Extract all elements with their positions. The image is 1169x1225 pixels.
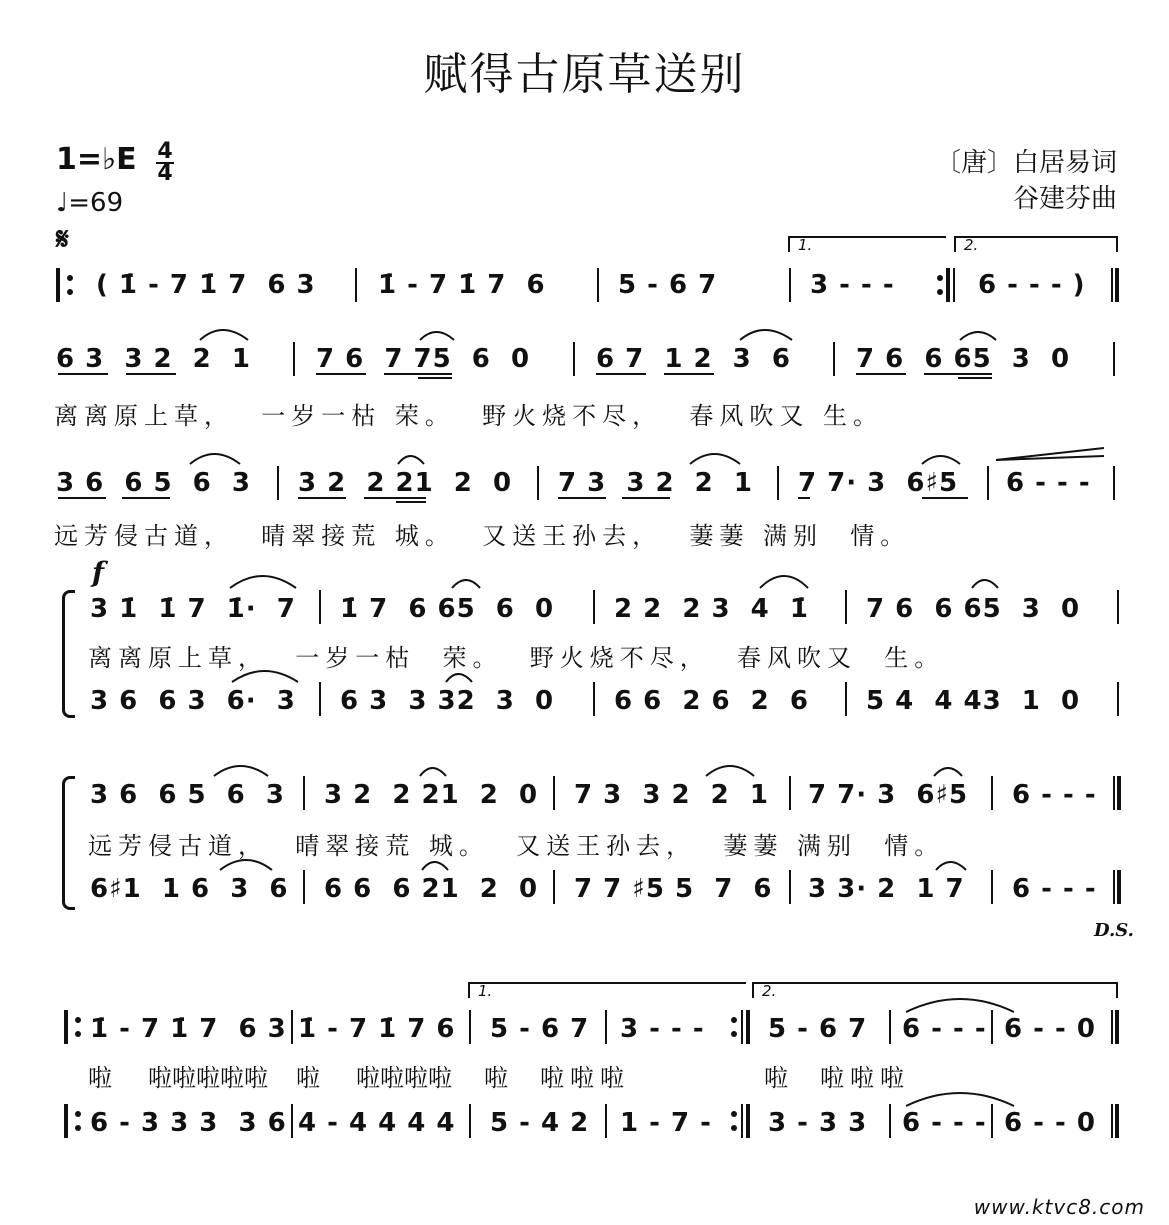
site-watermark: www.ktvc8.com: [973, 1195, 1145, 1219]
s3-measure-3: 2 2 2 3 4 1̇: [614, 594, 809, 624]
s3-bass-1: 3 6 6 3 6· 3: [90, 686, 296, 716]
s1-measure-3: 6 7 1 2 3 6: [596, 344, 791, 374]
intro-measure-4: 3 - - -: [810, 270, 895, 300]
s5-lyric-2: 啦啦啦啦啦: [148, 1064, 268, 1092]
s4-bass-2: 6 6 6 21 2 0: [324, 874, 539, 904]
s3-measure-2: 1̇ 7 6 65 6 0: [340, 594, 555, 624]
s4-measure-4: 7 7· 3 6♯5: [808, 780, 969, 810]
s4-measure-2: 3 2 2 21 2 0: [324, 780, 539, 810]
s5-bass-7: 6 - - 0: [1004, 1108, 1096, 1138]
segno-sign: 𝄋: [56, 222, 69, 257]
s5-lyric-7: 啦: [764, 1064, 794, 1092]
time-den: 4: [157, 161, 173, 186]
s5-measure-7: 6 - - 0: [1004, 1014, 1096, 1044]
key-text: 1=♭E: [56, 142, 137, 177]
s5-bass-2: 4 - 4 4 4 4: [298, 1108, 456, 1138]
s3-bass-4: 5 4 4 43 1 0: [866, 686, 1081, 716]
s2-measure-4: 7 7· 3 6♯5: [798, 468, 959, 498]
dal-segno: D.S.: [1094, 920, 1134, 941]
s5-bass-1: 6 - 3 3 3 3 6: [90, 1108, 287, 1138]
intro-measure-5: 6 - - - ): [978, 270, 1086, 300]
intro-measure-3: 5 - 6 7: [618, 270, 718, 300]
s3-lyrics: 离离原上草， 一岁一枯 荣。 野火烧不尽， 春风吹又 生。: [88, 644, 945, 672]
volta-2b-label: 2.: [762, 982, 777, 1000]
volta-2-label: 2.: [964, 236, 979, 254]
s5-lyric-6: 啦啦啦: [540, 1064, 630, 1092]
volta-1-label: 1.: [798, 236, 813, 254]
s5-measure-6: 6 - - -: [902, 1014, 987, 1044]
tempo-mark: ♩=69: [56, 188, 124, 218]
s3-bass-2: 6 3 3 32 3 0: [340, 686, 555, 716]
s5-measure-2: 1̇ - 7 1̇ 7 6: [298, 1014, 456, 1044]
song-title: 赋得古原草送别: [423, 49, 746, 100]
s5-measure-5: 5 - 6 7: [768, 1014, 868, 1044]
dynamic-forte: f: [92, 556, 105, 589]
s4-lyrics: 远芳侵古道， 晴翠接荒 城。 又送王孙去， 萋萋 满别 情。: [88, 832, 945, 860]
s4-measure-3: 7 3 3 2 2 1: [574, 780, 769, 810]
s5-lyric-1: 啦: [88, 1064, 118, 1092]
s5-lyric-3: 啦: [296, 1064, 326, 1092]
s4-measure-1: 3 6 6 5 6 3: [90, 780, 285, 810]
s1-measure-4: 7 6 6 65 3 0: [856, 344, 1071, 374]
intro-measure-1: ( 1̇ - 7 1̇ 7 6 3: [96, 270, 316, 300]
s4-bass-5: 6 - - -: [1012, 874, 1097, 904]
s2-lyrics: 远芳侵古道， 晴翠接荒 城。 又送王孙去， 萋萋 满别 情。: [54, 522, 911, 550]
repeat-dots: [67, 275, 943, 1131]
s2-measure-5: 6 - - -: [1006, 468, 1091, 498]
slurs: [190, 330, 1104, 1106]
time-num: 4: [157, 139, 173, 164]
s3-measure-1: 3 1̇ 1̇ 7 1̇· 7: [90, 594, 296, 624]
s5-lyric-5: 啦: [484, 1064, 514, 1092]
s1-measure-2: 7 6 7 75 6 0: [316, 344, 531, 374]
volta-1b-label: 1.: [478, 982, 493, 1000]
s2-measure-1: 3 6 6 5 6 3: [56, 468, 251, 498]
s5-bass-6: 6 - - -: [902, 1108, 987, 1138]
s1-lyrics: 离离原上草， 一岁一枯 荣。 野火烧不尽， 春风吹又 生。: [54, 402, 884, 430]
s5-bass-3: 5 - 4 2: [490, 1108, 590, 1138]
lyricist-credit: 〔唐〕白居易词: [934, 148, 1117, 178]
s1-measure-1: 6 3 3 2 2 1: [56, 344, 251, 374]
s3-bass-3: 6 6 2 6 2 6: [614, 686, 809, 716]
s3-measure-4: 7 6 6 65 3 0: [866, 594, 1081, 624]
s5-bass-4: 1 - 7 -: [620, 1108, 712, 1138]
bar-lines: [58, 268, 1119, 1138]
s5-measure-1: 1̇ - 7 1̇ 7 6 3: [90, 1014, 287, 1044]
s4-bass-3: 7 7 ♯5 5 7 6: [574, 874, 773, 904]
s2-measure-3: 7 3 3 2 2 1: [558, 468, 753, 498]
s4-measure-5: 6 - - -: [1012, 780, 1097, 810]
s5-lyric-8: 啦啦啦: [820, 1064, 910, 1092]
s5-measure-4: 3 - - -: [620, 1014, 705, 1044]
composer-credit: 谷建芬曲: [1012, 184, 1117, 214]
intro-measure-2: 1̇ - 7 1̇ 7 6: [378, 270, 546, 300]
s5-bass-5: 3 - 3 3: [768, 1108, 868, 1138]
s4-bass-4: 3 3· 2 1 7: [808, 874, 965, 904]
s2-measure-2: 3 2 2 21 2 0: [298, 468, 513, 498]
underlines: [58, 374, 992, 502]
s4-bass-1: 6♯1 1 6 3 6: [90, 874, 289, 904]
s5-lyric-4: 啦啦啦啦: [356, 1064, 452, 1092]
s5-measure-3: 5 - 6 7: [490, 1014, 590, 1044]
